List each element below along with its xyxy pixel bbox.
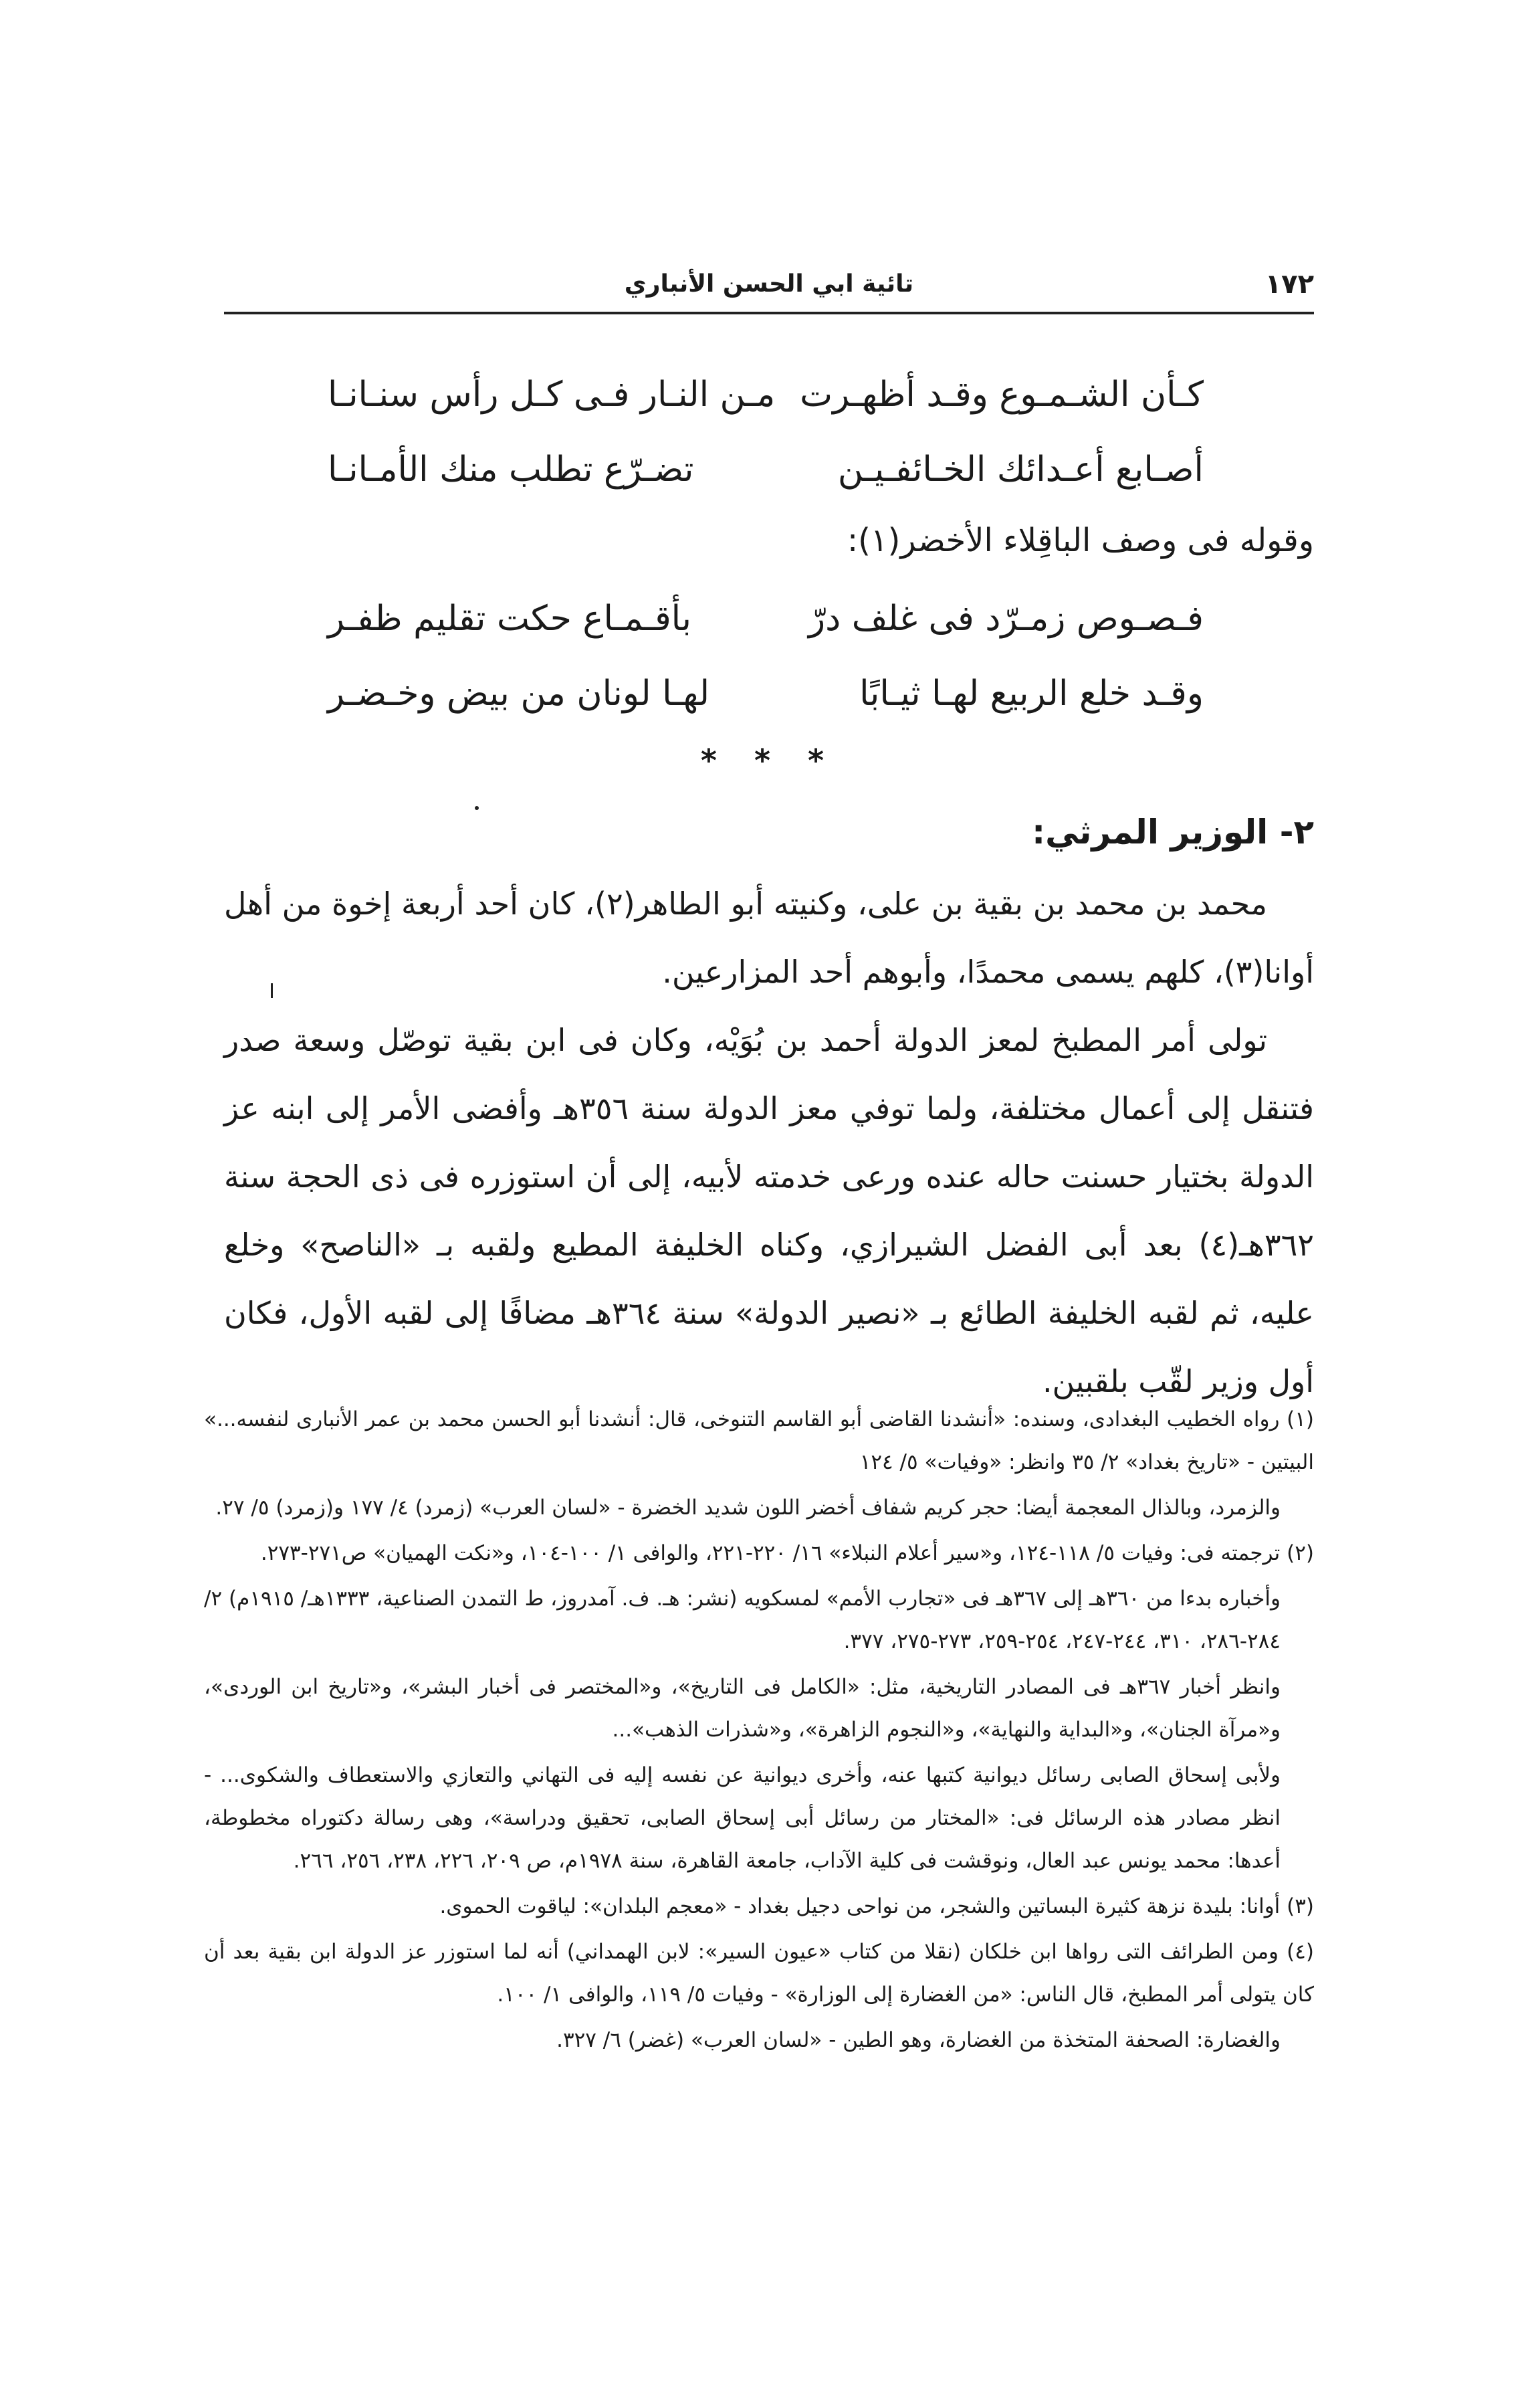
running-title: تائية ابي الحسن الأنباري [624,270,914,298]
verse [328,674,1204,748]
poem-1 [328,375,1204,524]
hemistich-first: أصـابع أعـدائك الخـائفـيـن [837,449,1204,490]
paragraph: محمد بن محمد بن بقية بن على، وكنيته أبو الطاهر(٢)، كان أحد أربعة إخوة من أهل أوانا(٣)، كلهم يسمى محمدًا، وأبوهم أحد المزارعين. [224,886,1314,990]
footnote: (٣) أوانا: بليدة نزهة كثيرة البساتين والشجر، من نواحى دجيل بغداد - «معجم البلدان»: لياقوت الحموى. [439,1894,1314,1918]
scan-speck [475,806,479,810]
hemistich-first: فـصـوص زمـرّد فى غلف درّ [808,599,1204,639]
hemistich-first: كـأن الشـمـوع وقـد أظهـرت [800,375,1204,415]
footnote-continuation: ولأبى إسحاق الصابى رسائل ديوانية كتبها عنه، وأخرى ديوانية عن نفسه إليه فى التهاني والتعازي والاستعطاف والشكوى... - انظر مصادر هذه الرسائل فى: «المختار من رسائل أبى إسحاق الصابى، تحقيق ودراسة»، وهى رسالة دكتوراه مخطوطة، أعدها: محمد يونس عبد العال، ونوقشت فى كلية الآداب، جامعة القاهرة، سنة ١٩٧٨م، ص ٢٠٩، ٢٢٦، ٢٣٨، ٢٥٦، ٢٦٦. [204,1763,1281,1873]
footnote-continuation: وأخباره بدءا من ٣٦٠هـ إلى ٣٦٧هـ فى «تجارب الأمم» لمسكويه (نشر: هـ. ف. آمدروز، ط التمدن الصناعية، ١٣٣٣هـ/ ١٩١٥م) ٢/ ٢٨٤-٢٨٦، ٣١٠، ٢٤٤-٢٤٧، ٢٥٤-٢٥٩، ٢٧٣-٢٧٥، ٣٧٧. [204,1587,1281,1653]
hemistich-second: مـن النـار فـى كـل رأس سنـانـا [328,375,776,415]
footnote: (٢) ترجمته فى: وفيات ٥/ ١١٨-١٢٤، و«سير أعلام النبلاء» ١٦/ ٢٢٠-٢٢١، والوافى ١/ ١٠٠-١٠٤، و«نكت الهميان» ص٢٧١-٢٧٣. [260,1541,1314,1565]
footnotes [204,1398,1314,2064]
page-header [224,261,1314,314]
body-text [224,870,1314,1415]
footnote: (٤) ومن الطرائف التى رواها ابن خلكان (نقلا من كتاب «عيون السير»: لابن الهمداني) أنه لما استوزر عز الدولة ابن بقية بعد أن كان يتولى أمر المطبخ، قال الناس: «من الغضارة إلى الوزارة» - وفيات ٥/ ١١٩، والوافى ١/ ١٠٠. [204,1940,1314,2007]
footnote-continuation: والغضارة: الصحفة المتخذة من الغضارة، وهو الطين - «لسان العرب» (غضر) ٦/ ٣٢٧. [556,2028,1281,2052]
section-separator: * * * [700,742,838,779]
page-number: ١٧٢ [1265,269,1314,300]
paragraph: تولى أمر المطبخ لمعز الدولة أحمد بن بُوَيْه، وكان فى ابن بقية توصّل وسعة صدر فتنقل إلى أعمال مختلفة، ولما توفي معز الدولة سنة ٣٥٦هـ وأفضى الأمر إلى ابنه عز الدولة بختيار حسنت حاله عنده ورعى خدمته لأبيه، إلى أن استوزره فى ذى الحجة سنة ٣٦٢هـ(٤) بعد أبى الفضل الشيرازي، وكناه الخليفة المطيع ولقبه بـ «الناصح» وخلع عليه، ثم لقبه الخليفة الطائع بـ «نصير الدولة» سنة ٣٦٤هـ مضافًا إلى لقبه الأول، فكان أول وزير لقّب بلقبين. [224,1022,1314,1399]
hemistich-first: وقـد خلع الربيع لهـا ثيـابًا [859,674,1204,714]
verse [328,599,1204,674]
header-rule [224,312,1314,314]
poem-intro-line: وقوله فى وصف الباقِلاء الأخضر(١): [847,522,1314,559]
footnote-continuation: وانظر أخبار ٣٦٧هـ فى المصادر التاريخية، مثل: «الكامل فى التاريخ»، و«المختصر فى أخبار البشر»، و«تاريخ ابن الوردى»، و«مرآة الجنان»، و«البداية والنهاية»، و«النجوم الزاهرة»، و«شذرات الذهب»... [204,1675,1281,1742]
verse [328,375,1204,449]
scan-speck [271,983,273,998]
poem-2 [328,599,1204,748]
footnote-continuation: والزمرد، وبالذال المعجمة أيضا: حجر كريم شفاف أخضر اللون شديد الخضرة - «لسان العرب» (زمرد) ٤/ ١٧٧ و(زمرد) ٥/ ٢٧. [215,1496,1281,1520]
hemistich-second: بأقـمـاع حكت تقليم ظفـر [328,599,691,639]
section-heading: ٢- الوزير المرثي: [1032,813,1314,851]
hemistich-second: لهـا لونان من بيض وخـضـر [328,674,710,714]
footnote: (١) رواه الخطيب البغدادى، وسنده: «أنشدنا القاضى أبو القاسم التنوخى، قال: أنشدنا أبو الحسن محمد بن عمر الأنبارى لنفسه...» البيتين - «تاريخ بغداد» ٢/ ٣٥ وانظر: «وفيات» ٥/ ١٢٤ [204,1407,1314,1474]
verse [328,449,1204,524]
hemistich-second: تضـرّع تطلب منك الأمـانـا [328,449,694,490]
